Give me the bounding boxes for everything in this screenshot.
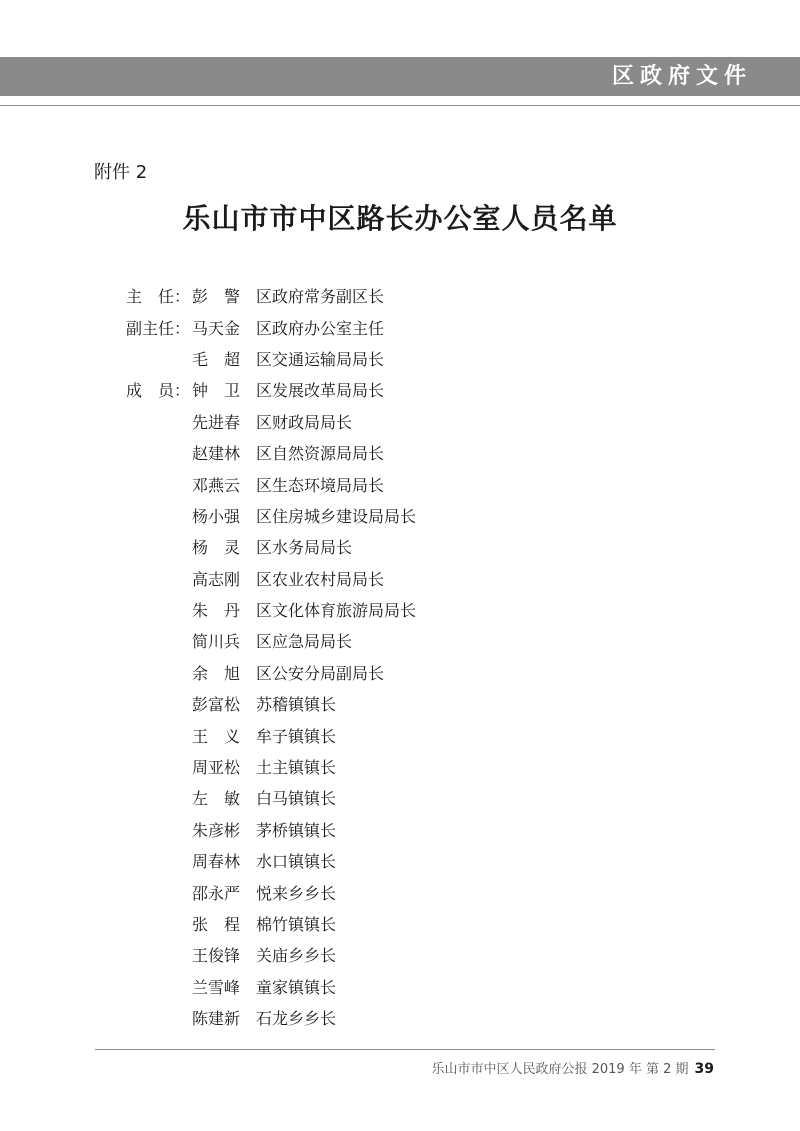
roster-row xyxy=(126,374,416,405)
roster-row xyxy=(126,311,416,342)
roster-row xyxy=(126,688,416,719)
roster-post: 区生态环境局局长 xyxy=(256,475,385,495)
roster-row xyxy=(126,594,416,625)
roster-row xyxy=(126,1002,416,1033)
roster-post: 区政府常务副区长 xyxy=(256,287,385,307)
roster-name: 简川兵 xyxy=(192,632,241,652)
roster-post: 土主镇镇长 xyxy=(256,758,337,778)
roster-post: 区政府办公室主任 xyxy=(256,318,385,338)
roster-post: 区发展改革局局长 xyxy=(256,381,385,401)
roster-post: 童家镇镇长 xyxy=(256,977,337,997)
roster-name: 左 敏 xyxy=(192,789,241,809)
roster-row xyxy=(126,437,416,468)
header-band xyxy=(0,57,800,96)
roster-post: 区自然资源局局长 xyxy=(256,444,385,464)
roster-row xyxy=(126,751,416,782)
roster-post: 区水务局局长 xyxy=(256,538,353,558)
page-number: 39 xyxy=(694,1061,714,1077)
roster-post: 石龙乡乡长 xyxy=(256,1009,337,1029)
footer-publication: 乐山市市中区人民政府公报 2019 年 第 2 期 xyxy=(431,1062,689,1077)
roster-row xyxy=(126,406,416,437)
roster-post: 区文化体育旅游局局长 xyxy=(256,601,417,621)
roster-row xyxy=(126,280,416,311)
roster-name: 王 义 xyxy=(192,726,241,746)
roster-row xyxy=(126,657,416,688)
roster-row xyxy=(126,876,416,907)
roster-name: 彭富松 xyxy=(192,695,241,715)
roster-name: 先进春 xyxy=(192,412,241,432)
roster-post: 棉竹镇镇长 xyxy=(256,915,337,934)
roster-name: 钟 卫 xyxy=(192,381,241,401)
roster-name: 赵建林 xyxy=(192,444,241,464)
roster-post: 区应急局局长 xyxy=(256,632,353,652)
roster-row xyxy=(126,468,416,499)
roster-row xyxy=(126,845,416,876)
roster-role: 成 员： xyxy=(126,381,191,401)
roster-name: 毛 超 xyxy=(192,349,241,369)
roster-name: 杨小强 xyxy=(192,506,241,526)
roster-row xyxy=(126,625,416,656)
roster-name: 邵永严 xyxy=(192,883,241,903)
header-divider xyxy=(0,105,800,106)
roster-row xyxy=(126,939,416,970)
roster-post: 关庙乡乡长 xyxy=(256,946,337,966)
roster-row xyxy=(126,908,416,939)
roster-row xyxy=(126,971,416,1002)
roster-name: 马天金 xyxy=(192,318,241,338)
roster-row xyxy=(126,563,416,594)
roster-name: 朱彦彬 xyxy=(192,820,241,840)
roster-row xyxy=(126,500,416,531)
attachment-label: 附件 2 xyxy=(94,162,148,183)
roster-name: 高志刚 xyxy=(192,569,241,589)
roster-post: 区农业农村局局长 xyxy=(256,569,385,589)
footer-divider xyxy=(95,1049,715,1050)
roster-row xyxy=(126,343,416,374)
roster-post: 区财政局局长 xyxy=(256,412,353,432)
roster-post: 区住房城乡建设局局长 xyxy=(256,506,417,526)
roster-post: 区公安分局副局长 xyxy=(256,663,385,683)
roster-name: 兰雪峰 xyxy=(192,977,241,997)
roster-row xyxy=(126,814,416,845)
roster-name: 朱 丹 xyxy=(192,601,241,621)
roster-post: 水口镇镇长 xyxy=(256,852,337,872)
page-title: 乐山市市中区路长办公室人员名单 xyxy=(182,202,618,235)
roster-name: 陈建新 xyxy=(192,1009,241,1029)
roster-post: 牟子镇镇长 xyxy=(256,726,337,746)
roster-role: 主 任： xyxy=(126,287,191,307)
roster-name: 张 程 xyxy=(192,915,241,934)
roster-role: 副主任： xyxy=(126,318,191,338)
roster-name: 邓燕云 xyxy=(192,475,241,495)
roster-post: 茅桥镇镇长 xyxy=(256,820,337,840)
roster-name: 杨 灵 xyxy=(192,538,241,558)
roster-name: 王俊锋 xyxy=(192,946,241,966)
roster-post: 区交通运输局局长 xyxy=(256,349,385,369)
roster-name: 周春林 xyxy=(192,852,241,872)
roster-post: 白马镇镇长 xyxy=(256,789,337,809)
roster-name: 彭 警 xyxy=(192,287,241,307)
roster-row xyxy=(126,782,416,813)
footer xyxy=(431,1058,714,1077)
roster-row xyxy=(126,531,416,562)
roster-list xyxy=(126,280,416,1033)
roster-post: 悦来乡乡长 xyxy=(256,883,337,903)
roster-post: 苏稽镇镇长 xyxy=(256,695,337,715)
roster-row xyxy=(126,719,416,750)
roster-name: 周亚松 xyxy=(192,758,241,778)
roster-name: 余 旭 xyxy=(192,663,241,683)
section-title: 区政府文件 xyxy=(611,64,752,89)
